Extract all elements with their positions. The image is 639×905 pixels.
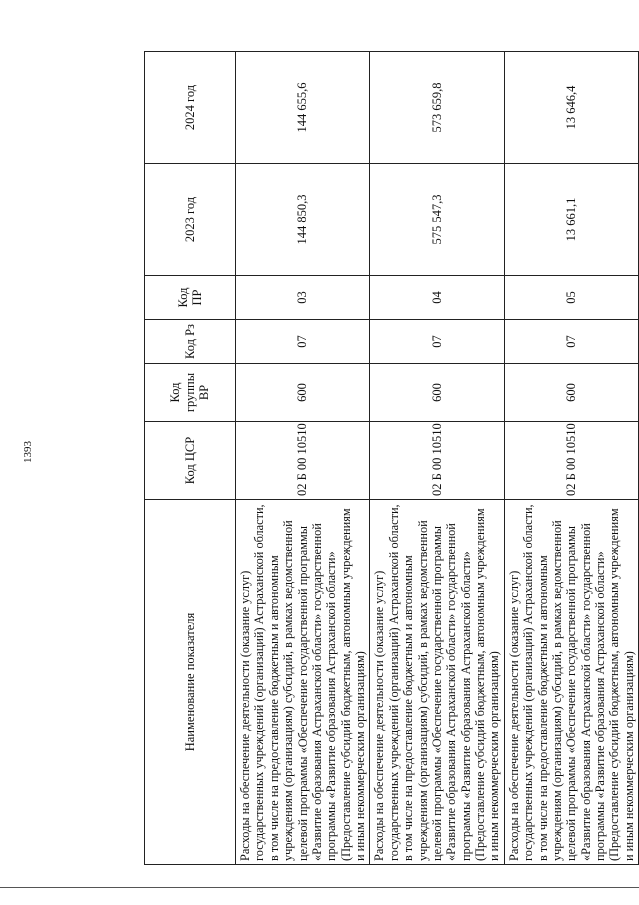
table-row [236, 52, 370, 865]
row-rz: 07 [504, 320, 638, 364]
header-name: Наименование показателя [145, 500, 236, 865]
row-rz: 07 [370, 320, 504, 364]
row-pr: 05 [504, 276, 638, 320]
budget-table [144, 51, 639, 865]
header-2024: 2024 год [145, 52, 236, 164]
row-2024: 573 659,8 [370, 52, 504, 164]
row-2024: 13 646,4 [504, 52, 638, 164]
row-csr: 02 Б 00 10510 [236, 422, 370, 500]
row-csr: 02 Б 00 10510 [370, 422, 504, 500]
header-vr: Код группы ВР [145, 364, 236, 422]
row-name: Расходы на обеспечение деятельности (оказание услуг) государственных учреждений (организаций) Астраханской области, в том числе на предоставление бюджетным и автономным учреждениям (организациям) субсидий, в рамках ведомственной целевой программы «Обеспечение государственной программы «Развитие образования Астраханской области» государственной программы «Развитие образования Астраханской области» (Предоставление субсидий бюджетным, автономным учреждениям и иным некоммерческим организациям) [236, 500, 370, 865]
header-csr: Код ЦСР [145, 422, 236, 500]
row-2024: 144 655,6 [236, 52, 370, 164]
table-row [504, 52, 638, 865]
row-csr: 02 Б 00 10510 [504, 422, 638, 500]
rotated-table-container [144, 52, 636, 865]
row-pr: 03 [236, 276, 370, 320]
row-vr: 600 [504, 364, 638, 422]
row-2023: 144 850,3 [236, 164, 370, 276]
header-rz: Код Рз [145, 320, 236, 364]
row-vr: 600 [236, 364, 370, 422]
row-vr: 600 [370, 364, 504, 422]
row-2023: 13 661,1 [504, 164, 638, 276]
header-pr: Код ПР [145, 276, 236, 320]
row-name: Расходы на обеспечение деятельности (оказание услуг) государственных учреждений (организаций) Астраханской области, в том числе на предоставление бюджетным и автономным учреждениям (организациям) субсидий, в рамках ведомственной целевой программы «Обеспечение государственной программы «Развитие образования Астраханской области» государственной программы «Развитие образования Астраханской области» (Предоставление субсидий бюджетным, автономным учреждениям и иным некоммерческим организациям) [504, 500, 638, 865]
row-name: Расходы на обеспечение деятельности (оказание услуг) государственных учреждений (организаций) Астраханской области, в том числе на предоставление бюджетным и автономным учреждениям (организациям) субсидий, в рамках ведомственной целевой программы «Обеспечение государственной программы «Развитие образования Астраханской области» государственной программы «Развитие образования Астраханской области» (Предоставление субсидий бюджетным, автономным учреждениям и иным некоммерческим организациям) [370, 500, 504, 865]
table-row [370, 52, 504, 865]
row-rz: 07 [236, 320, 370, 364]
row-2023: 575 547,3 [370, 164, 504, 276]
row-pr: 04 [370, 276, 504, 320]
header-row [145, 52, 236, 865]
page-number: 1393 [22, 441, 34, 463]
bottom-rule [0, 887, 639, 888]
header-2023: 2023 год [145, 164, 236, 276]
